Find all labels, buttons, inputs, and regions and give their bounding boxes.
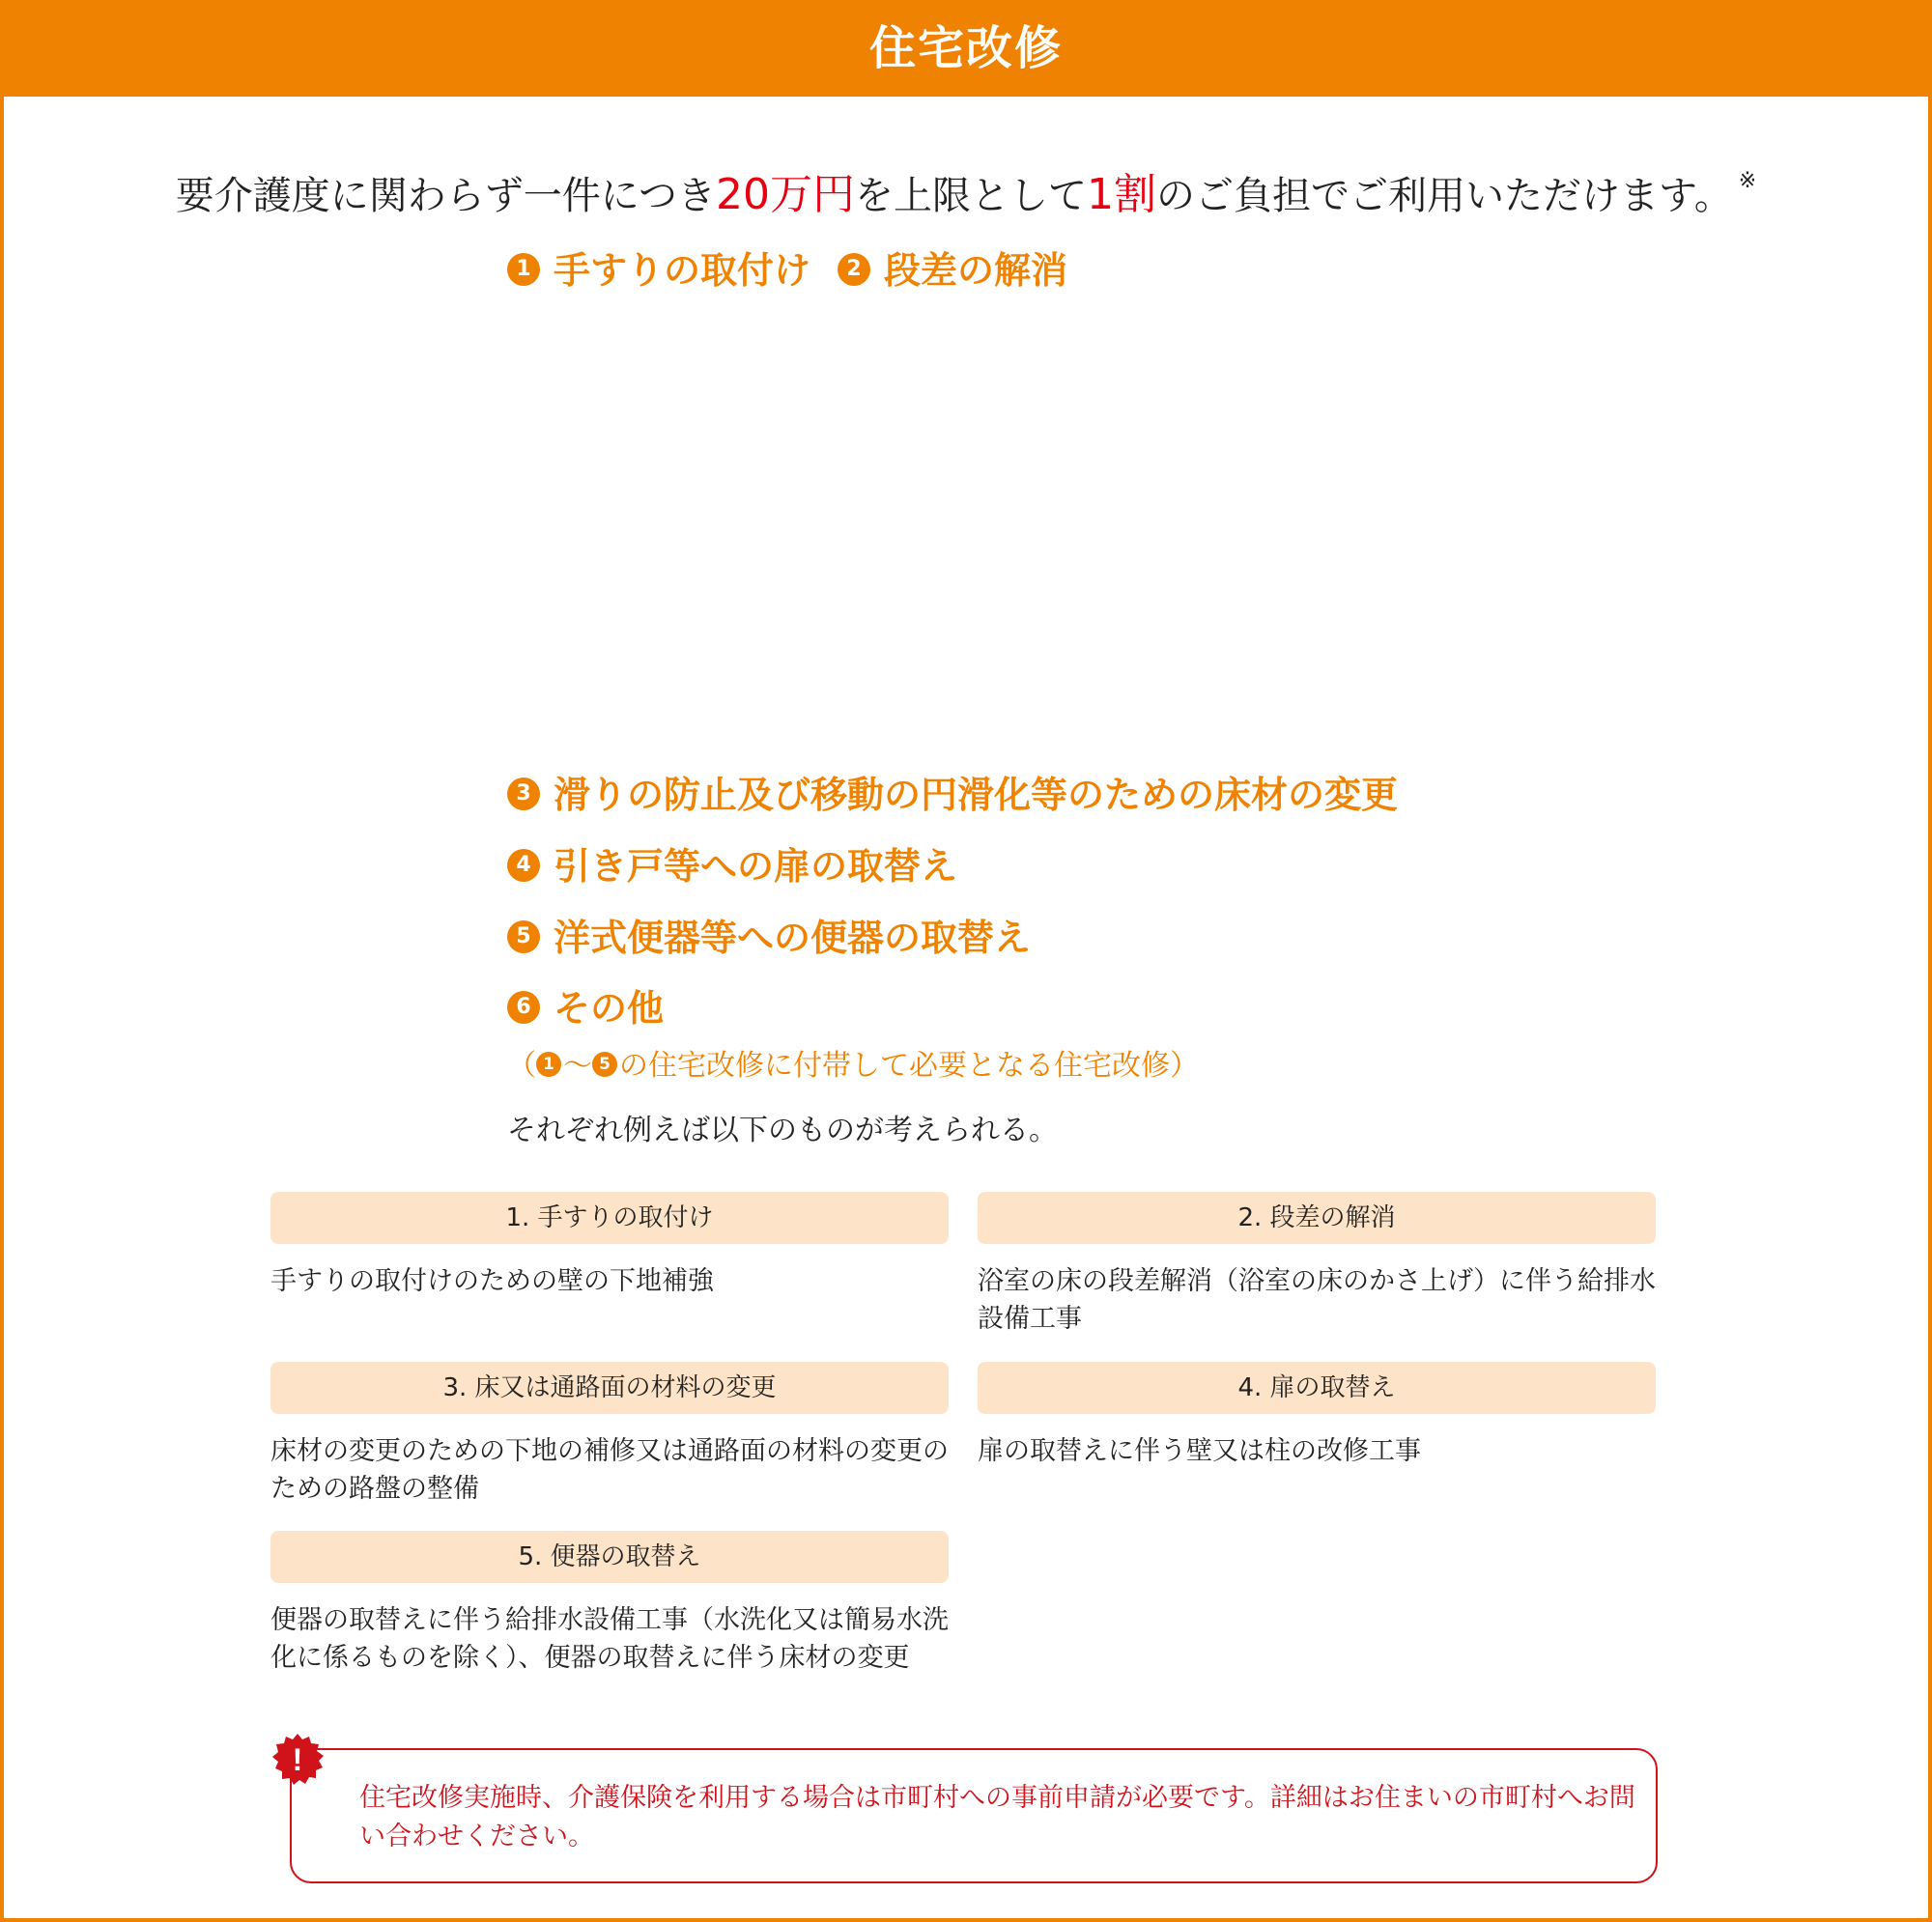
- example-title-2: 2. 段差の解消: [978, 1192, 1656, 1244]
- feature-item-6: [507, 981, 664, 1035]
- feature-label-1: 手すりの取付け: [554, 249, 811, 292]
- feature-item-4: [507, 839, 957, 893]
- number-badge-1: 1: [507, 253, 540, 286]
- number-badge-to: 5: [592, 1052, 617, 1077]
- example-body-1: 手すりの取付けのための壁の下地補強: [270, 1266, 714, 1296]
- feature-label-6: その他: [554, 987, 665, 1030]
- number-badge-5: 5: [507, 920, 540, 953]
- example-title-4: 4. 扉の取替え: [978, 1362, 1656, 1414]
- intro-ratio: 1割: [1086, 170, 1156, 219]
- example-body-5: 便器の取替えに伴う給排水設備工事（水洗化又は簡易水洗化に係るものを除く）、便器の取替えに伴う床材の変更: [270, 1605, 949, 1673]
- page-title: 住宅改修: [0, 0, 1932, 97]
- feature-label-3: 滑りの防止及び移動の円滑化等のための床材の変更: [554, 774, 1399, 816]
- footnote-mark: ※: [1738, 169, 1757, 193]
- feature-label-5: 洋式便器等への便器の取替え: [554, 917, 1032, 959]
- exclamation-seal-icon: [270, 1733, 325, 1787]
- exclamation-symbol: !: [292, 1742, 303, 1777]
- notice-box: [290, 1748, 1658, 1883]
- intro-amount: 20万円: [715, 170, 855, 219]
- feature-label-2: 段差の解消: [884, 249, 1068, 292]
- example-title-3: 3. 床又は通路面の材料の変更: [270, 1362, 949, 1414]
- example-title-5: 5. 便器の取替え: [270, 1531, 949, 1583]
- other-note-text: の住宅改修に付帯して必要となる住宅改修）: [619, 1049, 1199, 1083]
- feature-item-3: [507, 768, 1398, 822]
- number-badge-from: 1: [536, 1052, 561, 1077]
- other-note: [507, 1045, 1199, 1088]
- example-body-4: 扉の取替えに伴う壁又は柱の改修工事: [978, 1436, 1421, 1466]
- notice-text: 住宅改修実施時、介護保険を利用する場合は市町村への事前申請が必要です。詳細はお住まいの市町村へお問い合わせください。: [359, 1783, 1635, 1851]
- other-note-open: （: [507, 1049, 536, 1083]
- number-badge-3: 3: [507, 777, 540, 810]
- intro-text: [0, 153, 1932, 225]
- feature-label-4: 引き戸等への扉の取替え: [554, 845, 958, 888]
- examples-intro: それぞれ例えば以下のものが考えられる。: [507, 1114, 1058, 1147]
- intro-part1: 要介護度に関わらず一件につき: [175, 174, 716, 218]
- feature-row-top: [507, 243, 1067, 297]
- intro-part3: のご負担でご利用いただけます。: [1155, 174, 1733, 218]
- feature-item-5: [507, 911, 1031, 965]
- number-badge-4: 4: [507, 849, 540, 882]
- number-badge-2: 2: [838, 253, 870, 286]
- other-note-tilde: ～: [563, 1049, 592, 1083]
- example-title-1: 1. 手すりの取付け: [270, 1192, 949, 1244]
- example-body-3: 床材の変更のための下地の補修又は通路面の材料の変更のための路盤の整備: [270, 1436, 949, 1504]
- example-body-2: 浴室の床の段差解消（浴室の床のかさ上げ）に伴う給排水設備工事: [978, 1266, 1656, 1334]
- number-badge-6: 6: [507, 991, 540, 1024]
- intro-part2: を上限として: [854, 174, 1087, 218]
